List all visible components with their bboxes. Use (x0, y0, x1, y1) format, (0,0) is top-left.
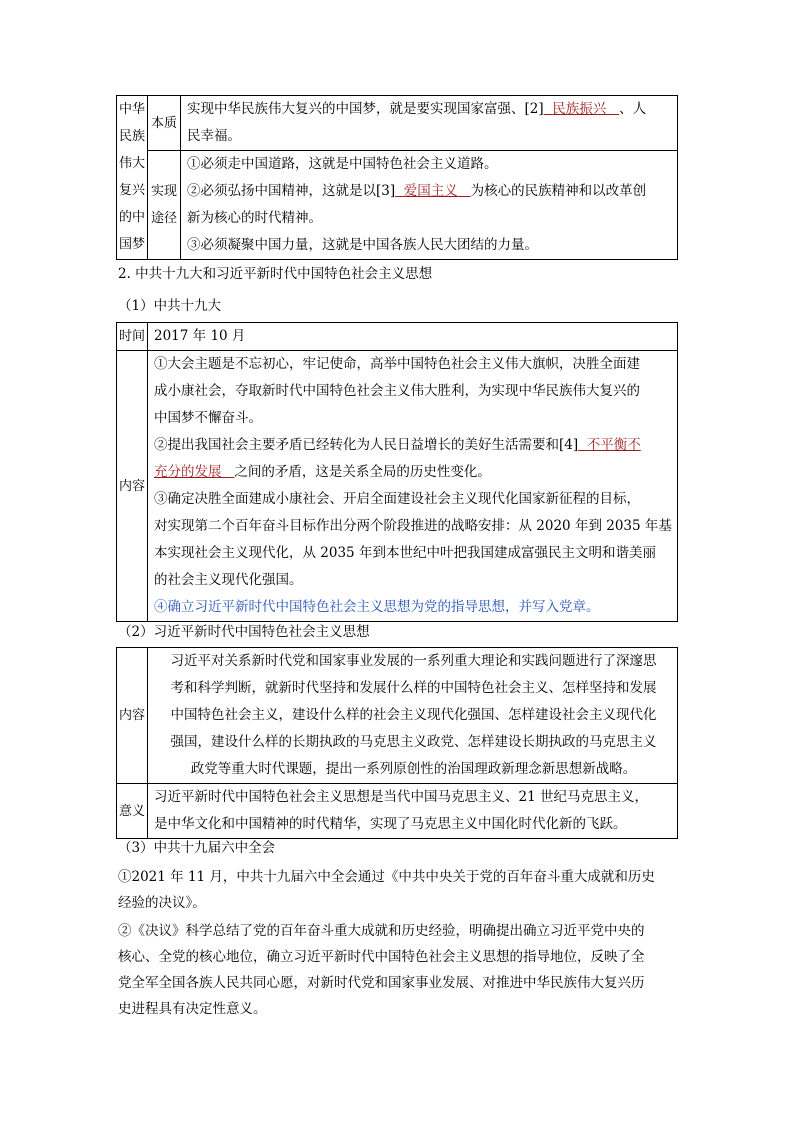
nineteenth-congress-table (116, 322, 678, 622)
congress-c2-after: 之间的矛盾，这是关系全局的历史性变化。 (234, 464, 491, 480)
answer-4-part2: 充分的发展 (154, 464, 222, 480)
path-content (181, 151, 678, 260)
congress-line: 本实现社会主义现代化，从 2035 年到本世纪中叶把我国建成富强民主文明和谐美丽 (154, 545, 656, 561)
thought-line: 强国，建设什么样的长期执政的马克思主义政党、怎样建设长期执政的马克思主义 (170, 734, 657, 750)
china-dream-label-line: 的中 (118, 210, 145, 225)
subheading-3: （3）中共十九届六中全会 (118, 840, 276, 856)
path-label-line: 实现 (150, 184, 177, 199)
congress-line-highlight: ④确立习近平新时代中国特色社会主义思想为党的指导思想，并写入党章。 (154, 599, 600, 615)
congress-line (154, 459, 673, 486)
paragraph-2 (118, 918, 684, 1022)
meaning-line: 习近平新时代中国特色社会主义思想是当代中国马克思主义、21 世纪马克思主义， (154, 789, 648, 805)
answer-blank-2 (544, 101, 619, 117)
thought-content-label: 内容 (117, 648, 148, 784)
answer-blank-4-cont (154, 464, 234, 480)
meaning-label: 意义 (117, 784, 148, 839)
answer-3: 爱国主义 (403, 183, 458, 199)
essence-line (187, 96, 673, 123)
paragraph-2-line: ②《决议》科学总结了党的百年奋斗重大成就和历史经验，明确提出确立习近平党中央的 (118, 923, 645, 939)
thought-line: 政党等重大时代课题，提出一系列原创性的治国理政新理念新思想新战略。 (190, 761, 637, 777)
paragraph-1-line: ①2021 年 11 月，中共十九届六中全会通过《中共中央关于党的百年奋斗重大成就和历史 (118, 869, 655, 885)
essence-text: 实现中华民族伟大复兴的中国梦，就是要实现国家富强、[2] (187, 101, 544, 117)
path-item-2-cont: 新为核心的时代精神。 (187, 210, 322, 226)
thought-table (116, 647, 678, 839)
essence-text-after: 、人 (619, 101, 647, 117)
path-item-2-text: ②必须弘扬中国精神，这就是以[3] (187, 183, 396, 199)
meaning-line: 是中华文化和中国精神的时代精华，实现了马克思主义中国化时代化新的飞跃。 (154, 816, 627, 832)
china-dream-label (117, 96, 148, 260)
content-label: 内容 (117, 351, 148, 622)
paragraph-2-line: 史进程具有决定性意义。 (118, 1001, 267, 1017)
china-dream-label-line: 伟大 (118, 156, 145, 171)
path-item-2-after: 为核心的民族精神和以改革创 (470, 183, 647, 199)
answer-2: 民族振兴 (552, 101, 607, 117)
paragraph-2-line: 核心、全党的核心地位，确立习近平新时代中国特色社会主义思想的指导地位，反映了全 (118, 949, 645, 965)
congress-line: 成小康社会，夺取新时代中国特色社会主义伟大胜利，为实现中华民族伟大复兴的 (154, 383, 640, 399)
answer-4-part1: 不平衡不 (586, 437, 641, 453)
time-value: 2017 年 10 月 (148, 323, 678, 351)
congress-content (148, 351, 678, 622)
subheading-1: （1）中共十九大 (118, 298, 222, 314)
path-label (148, 151, 181, 260)
essence-label: 本质 (148, 96, 181, 151)
china-dream-label-line: 国梦 (118, 237, 145, 252)
answer-blank-4 (578, 437, 641, 453)
congress-line: 对实现第二个百年奋斗目标作出分两个阶段推进的战略安排：从 2020 年到 2035 年基 (154, 518, 672, 534)
answer-blank-3 (395, 183, 470, 199)
paragraph-2-line: 党全军全国各族人民共同心愿，对新时代党和国家事业发展、对推进中华民族伟大复兴历 (118, 975, 645, 991)
congress-line: ①大会主题是不忘初心，牢记使命，高举中国特色社会主义伟大旗帜，决胜全面建 (154, 356, 640, 372)
thought-line: 考和科学判断，就新时代坚持和发展什么样的中国特色社会主义、怎样坚持和发展 (170, 680, 657, 696)
thought-line: 中国特色社会主义，建设什么样的社会主义现代化强国、怎样建设社会主义现代化 (170, 707, 657, 723)
congress-line (154, 432, 673, 459)
path-item-2 (187, 178, 673, 205)
congress-c2-text: ②提出我国社会主要矛盾已经转化为人民日益增长的美好生活需要和[4] (154, 437, 579, 453)
meaning-content (148, 784, 678, 839)
thought-content (148, 648, 678, 784)
paragraph-1 (118, 864, 684, 916)
china-dream-label-line: 民族 (118, 129, 145, 144)
section-heading-2: 2. 中共十九大和习近平新时代中国特色社会主义思想 (118, 266, 433, 282)
essence-content (181, 96, 678, 151)
path-item-3: ③必须凝聚中国力量，这就是中国各族人民大团结的力量。 (187, 237, 538, 253)
china-dream-label-line: 中华 (118, 102, 145, 117)
path-label-line: 途径 (150, 211, 177, 226)
thought-line: 习近平对关系新时代党和国家事业发展的一系列重大理论和实践问题进行了深邃思 (170, 653, 657, 669)
congress-line: 的社会主义现代化强国。 (154, 572, 303, 588)
subheading-2: （2）习近平新时代中国特色社会主义思想 (118, 624, 370, 640)
time-label: 时间 (117, 323, 148, 351)
path-item-1: ①必须走中国道路，这就是中国特色社会主义道路。 (187, 156, 498, 172)
paragraph-1-line: 经验的决议》。 (118, 895, 206, 911)
essence-line: 民幸福。 (187, 128, 241, 144)
china-dream-label-line: 复兴 (118, 183, 145, 198)
china-dream-table (116, 95, 678, 260)
congress-line: 中国梦不懈奋斗。 (154, 410, 262, 426)
congress-line: ③确定决胜全面建成小康社会、开启全面建设社会主义现代化国家新征程的目标， (154, 491, 640, 507)
